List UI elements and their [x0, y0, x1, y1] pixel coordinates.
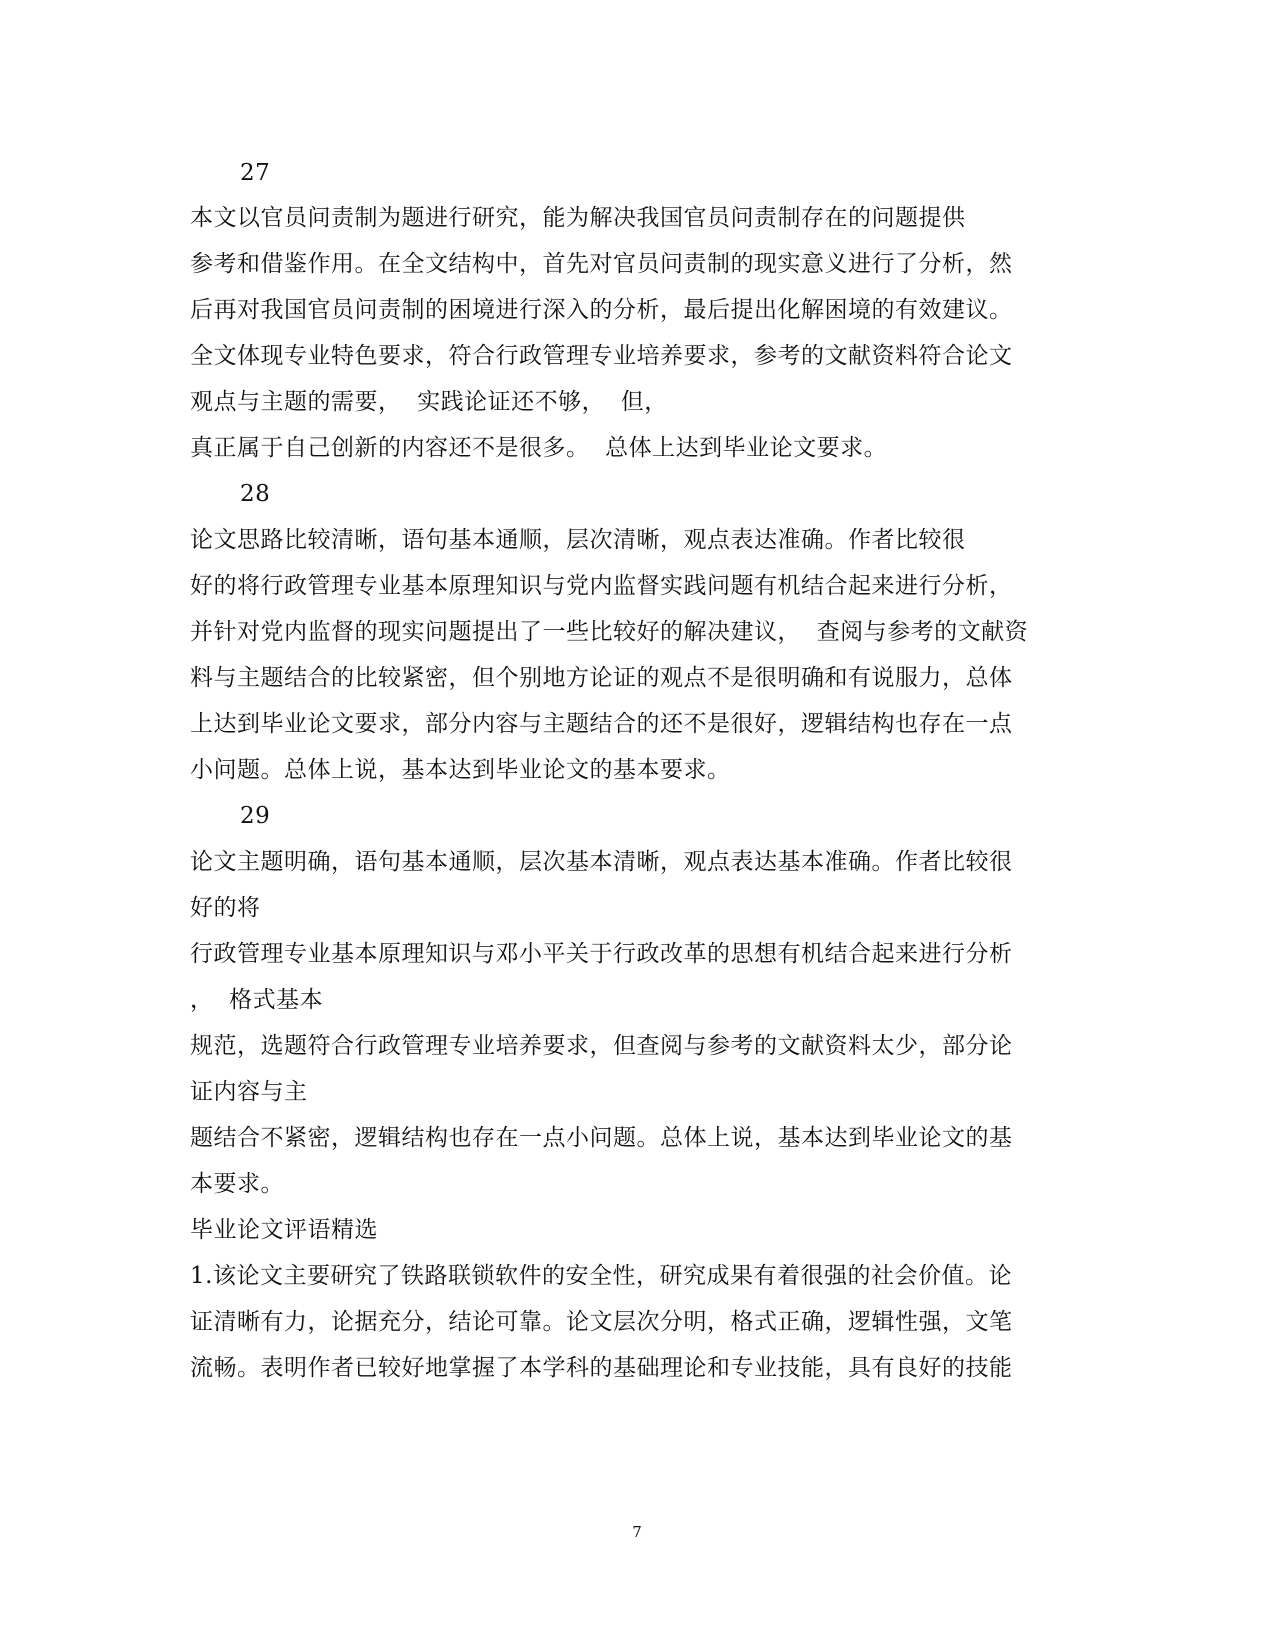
section-heading: 毕业论文评语精选 — [190, 1217, 378, 1243]
section-number: 28 — [240, 481, 271, 507]
paragraph-line: 并针对党内监督的现实问题提出了一些比较好的解决建议， 查阅与参考的文献资 — [190, 619, 1029, 645]
paragraph-line: 料与主题结合的比较紧密，但个别地方论证的观点不是很明确和有说服力，总体 — [190, 665, 1013, 691]
paragraph-line: 观点与主题的需要， 实践论证还不够， 但， — [190, 389, 668, 415]
section-number: 27 — [240, 160, 271, 186]
paragraph-line: ， 格式基本 — [190, 987, 324, 1013]
paragraph-line: 规范，选题符合行政管理专业培养要求，但查阅与参考的文献资料太少，部分论 — [190, 1033, 1013, 1059]
paragraph-line: 小问题。总体上说，基本达到毕业论文的基本要求。 — [190, 757, 731, 783]
paragraph-line: 论文主题明确，语句基本通顺，层次基本清晰，观点表达基本准确。作者比较很 — [190, 849, 1013, 875]
paragraph-line: 后再对我国官员问责制的困境进行深入的分析，最后提出化解困境的有效建议。 — [190, 297, 1013, 323]
section-number: 29 — [240, 803, 271, 829]
paragraph-line: 行政管理专业基本原理知识与邓小平关于行政改革的思想有机结合起来进行分析 — [190, 941, 1013, 967]
paragraph-line: 真正属于自己创新的内容还不是很多。 总体上达到毕业论文要求。 — [190, 435, 888, 461]
paragraph-line: 全文体现专业特色要求，符合行政管理专业培养要求，参考的文献资料符合论文 — [190, 343, 1013, 369]
paragraph-line: 1.该论文主要研究了铁路联锁软件的安全性，研究成果有着很强的社会价值。论 — [190, 1263, 1012, 1289]
paragraph-line: 证清晰有力，论据充分，结论可靠。论文层次分明，格式正确，逻辑性强，文笔 — [190, 1309, 1013, 1335]
paragraph-line: 好的将行政管理专业基本原理知识与党内监督实践问题有机结合起来进行分析， — [190, 573, 1013, 599]
paragraph-line: 题结合不紧密，逻辑结构也存在一点小问题。总体上说，基本达到毕业论文的基 — [190, 1125, 1013, 1151]
paragraph-line: 本要求。 — [190, 1171, 284, 1197]
paragraph-line: 流畅。表明作者已较好地掌握了本学科的基础理论和专业技能，具有良好的技能 — [190, 1355, 1013, 1381]
paragraph-line: 参考和借鉴作用。在全文结构中，首先对官员问责制的现实意义进行了分析，然 — [190, 251, 1013, 277]
paragraph-line: 本文以官员问责制为题进行研究，能为解决我国官员问责制存在的问题提供 — [190, 205, 966, 231]
paragraph-line: 证内容与主 — [190, 1079, 308, 1105]
paragraph-line: 论文思路比较清晰，语句基本通顺，层次清晰，观点表达准确。作者比较很 — [190, 527, 966, 553]
paragraph-line: 上达到毕业论文要求，部分内容与主题结合的还不是很好，逻辑结构也存在一点 — [190, 711, 1013, 737]
paragraph-line: 好的将 — [190, 895, 261, 921]
page-number: 7 — [632, 1523, 642, 1541]
